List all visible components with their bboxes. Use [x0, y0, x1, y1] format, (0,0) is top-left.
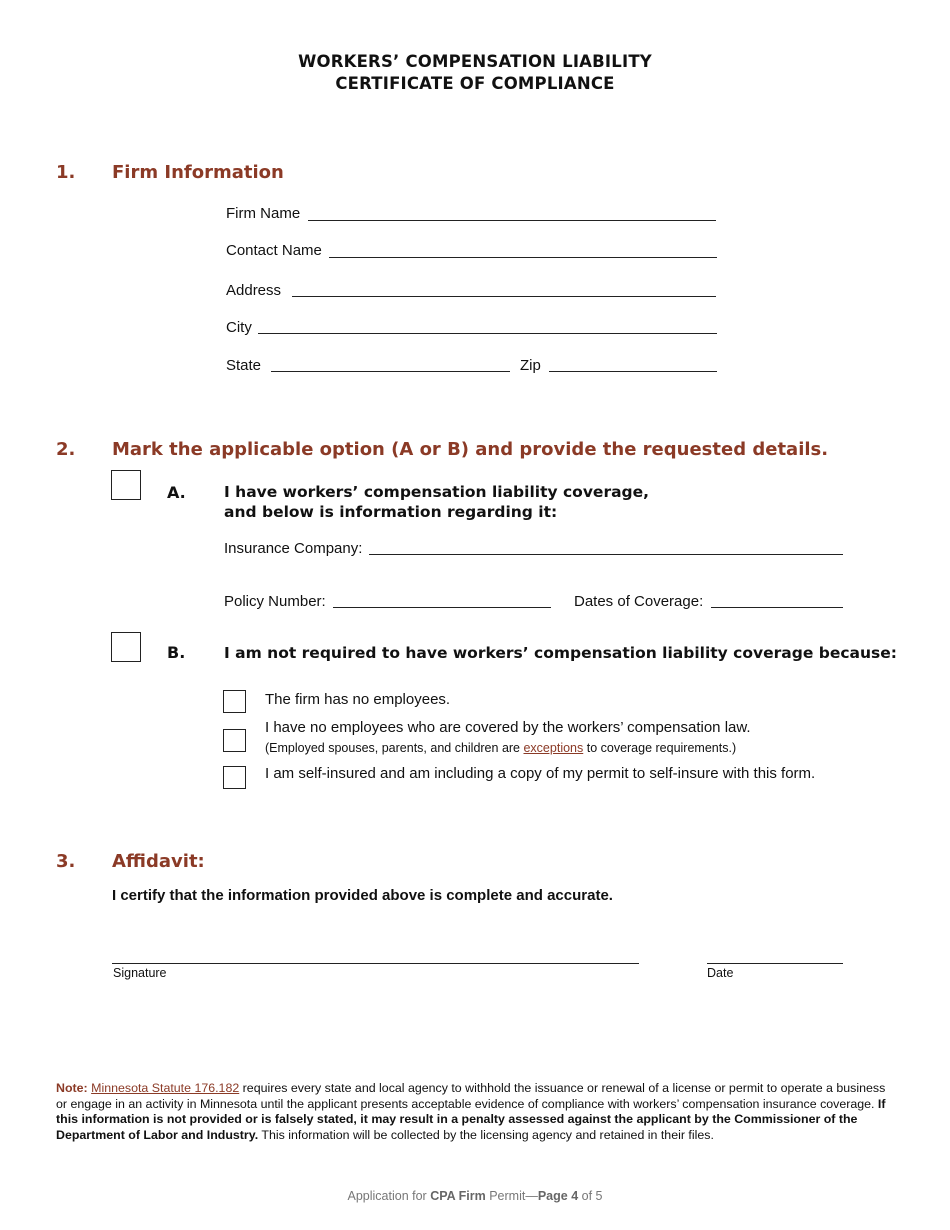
page-footer — [0, 1189, 950, 1203]
contact-name-label: Contact Name — [226, 242, 322, 259]
title-line-1: WORKERS’ COMPENSATION LIABILITY — [298, 52, 652, 71]
option-a-checkbox[interactable] — [111, 470, 141, 500]
exceptions-link[interactable]: exceptions — [523, 741, 584, 755]
option-a-text-line-2: and below is information regarding it: — [224, 503, 558, 521]
insurance-company-field[interactable] — [369, 554, 843, 555]
section-1-heading: Firm Information — [112, 162, 284, 183]
section-3-heading: Affidavit: — [112, 851, 205, 872]
section-3-number: 3. — [56, 851, 76, 872]
state-field[interactable] — [271, 371, 510, 372]
firm-name-label: Firm Name — [226, 205, 301, 222]
option-b-text: I am not required to have workers’ compensation liability coverage because: — [224, 644, 897, 662]
reason-no-covered-employees-checkbox[interactable] — [223, 729, 246, 752]
option-a-letter: A. — [167, 483, 186, 502]
reason-no-employees-label: The firm has no employees. — [265, 691, 451, 708]
footer-prefix: Application for — [347, 1189, 431, 1203]
title-line-2: CERTIFICATE OF COMPLIANCE — [335, 74, 615, 93]
contact-name-field[interactable] — [329, 257, 717, 258]
note-bold-text: If this information is not provided or is falsely stated, it may result in a penalty assessed against the applicant by the Commissioner of the Department of Labor and Industry. — [56, 1096, 886, 1142]
exceptions-note-before: (Employed spouses, parents, and children are — [265, 741, 524, 755]
reason-no-covered-employees-label: I have no employees who are covered by the workers’ compensation law. — [265, 719, 751, 736]
insurance-company-label: Insurance Company: — [224, 540, 363, 557]
section-2-number: 2. — [56, 439, 76, 460]
zip-field[interactable] — [549, 371, 717, 372]
date-field[interactable] — [707, 963, 843, 964]
city-label: City — [226, 319, 252, 336]
dates-of-coverage-field[interactable] — [711, 607, 843, 608]
option-a-text-line-1: I have workers’ compensation liability coverage, — [224, 483, 650, 501]
reason-self-insured-label: I am self-insured and am including a copy of my permit to self-insure with this form. — [265, 765, 816, 782]
state-label: State — [226, 357, 262, 374]
statute-link[interactable]: Minnesota Statute 176.182 — [91, 1081, 240, 1095]
signature-label: Signature — [113, 966, 167, 980]
option-a-text — [224, 482, 649, 522]
zip-label: Zip — [520, 357, 541, 374]
footer-suffix: of 5 — [578, 1189, 603, 1203]
statute-note — [56, 1081, 896, 1143]
dates-of-coverage-label: Dates of Coverage: — [574, 593, 704, 610]
firm-name-field[interactable] — [308, 220, 716, 221]
footer-middle: Permit— — [485, 1189, 538, 1203]
option-b-letter: B. — [167, 643, 186, 662]
policy-number-field[interactable] — [333, 607, 551, 608]
section-2-heading: Mark the applicable option (A or B) and provide the requested details. — [112, 439, 829, 460]
reason-exceptions-note — [265, 741, 736, 755]
policy-number-label: Policy Number: — [224, 593, 326, 610]
document-title — [0, 51, 950, 95]
city-field[interactable] — [258, 333, 717, 334]
option-b-checkbox[interactable] — [111, 632, 141, 662]
note-label: Note: — [56, 1081, 88, 1095]
exceptions-note-after: to coverage requirements.) — [583, 741, 737, 755]
certify-statement: I certify that the information provided above is complete and accurate. — [112, 887, 613, 904]
note-text-2: This information will be collected by the licensing agency and retained in their files. — [258, 1127, 714, 1142]
section-1-number: 1. — [56, 162, 76, 183]
address-label: Address — [226, 282, 282, 299]
date-label: Date — [707, 966, 734, 980]
reason-no-employees-checkbox[interactable] — [223, 690, 246, 713]
reason-self-insured-checkbox[interactable] — [223, 766, 246, 789]
footer-firm: CPA Firm — [430, 1189, 486, 1203]
note-text-1: requires every state and local agency to withhold the issuance or renewal of a license or permit to operate a business or engage in an activity in Minnesota until the applicant presents acceptable evidence of compliance with workers’ compensation insurance coverage. — [56, 1081, 886, 1111]
address-field[interactable] — [292, 296, 716, 297]
signature-field[interactable] — [112, 963, 639, 964]
footer-page: Page 4 — [537, 1189, 579, 1203]
